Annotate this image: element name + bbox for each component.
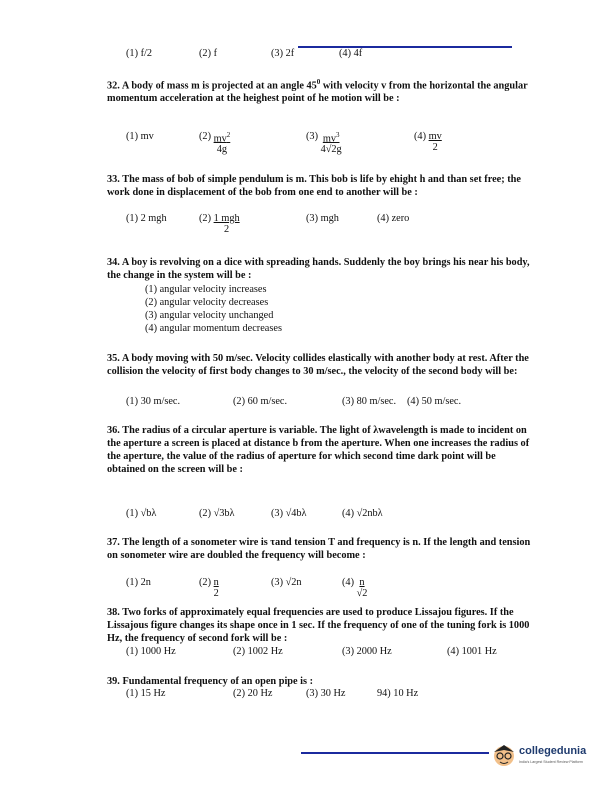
q36-option-3: (3) √4bλ (271, 508, 307, 519)
q32-option-2-fraction: $\frac{mv^2}{4g}$ (213, 131, 231, 156)
q33-option-2 (199, 213, 240, 235)
q32-option-4 (414, 131, 442, 153)
q36-option-1: (1) √bλ (126, 508, 157, 519)
q32-option-2-label: (2) (199, 131, 212, 142)
question-32-text: 32. A body of mass m is projected at an angle 45 (107, 80, 317, 92)
footer-rule (301, 752, 489, 754)
q36-option-2: (2) √3bλ (199, 508, 235, 519)
q39-option-4: 94) 10 Hz (377, 688, 419, 699)
question-38: 38. Two forks of approximately equal frequencies are used to produce Lissajou figures. If the Lissajous figure changes its shape once in 1 sec. If the frequency of one of the tuning fork is 1000 Hz, the frequency of second fork will be : (107, 607, 530, 644)
q39-option-1: (1) 15 Hz (126, 688, 166, 699)
q32-option-2 (199, 131, 230, 155)
q39-option-2: (2) 20 Hz (233, 688, 273, 699)
question-32-text-cont: with velocity v from the horizontal the angular momentum acceleration at the heighest point of he motion will be : (107, 80, 528, 105)
q38-option-2: (2) 1002 Hz (233, 646, 283, 657)
question-35: 35. A body moving with 50 m/sec. Velocity collides elastically with another body at rest. After the collision the velocity of first body changes to 30 m/sec., the velocity of the second body will be: (107, 353, 529, 377)
question-39: 39. Fundamental frequency of an open pipe is : (107, 676, 314, 687)
q32-option-4-fraction: $\frac{mv}{2}$ (428, 131, 442, 153)
q34-option-3: (3) angular velocity unchanged (145, 310, 274, 321)
question-34: 34. A boy is revolving on a dice with spreading hands. Suddenly the boy brings his near his body, the change in the system will be : (107, 257, 530, 281)
q33-option-1: (1) 2 mgh (126, 213, 167, 224)
top-option-4: (4) 4f (339, 48, 363, 59)
q35-option-2: (2) 60 m/sec. (233, 396, 288, 407)
q37-option-3: (3) √2n (271, 577, 302, 588)
q34-option-1: (1) angular velocity increases (145, 284, 267, 295)
question-37: 37. The length of a sonometer wire is τand tension T and frequency is n. If the length and tension on sonometer wire are doubled the frequency will become : (107, 537, 531, 561)
q36-option-4: (4) √2nbλ (342, 508, 383, 519)
q33-option-2-fraction: $\frac{\text{1 mgh}}{2}$ (213, 213, 240, 235)
q39-option-3: (3) 30 Hz (306, 688, 346, 699)
top-option-3: (3) 2f (271, 48, 295, 59)
q38-option-4: (4) 1001 Hz (447, 646, 497, 657)
q37-option-1: (1) 2n (126, 577, 151, 588)
q33-option-4: (4) zero (377, 213, 410, 224)
q33-option-2-label: (2) (199, 213, 212, 224)
q38-option-1: (1) 1000 Hz (126, 646, 176, 657)
question-32 (107, 76, 532, 105)
top-rule (298, 46, 512, 48)
q37-option-4-label: (4) (342, 577, 355, 588)
q32-option-3-fraction: $\frac{mv^3}{4√2g}$ (320, 131, 342, 156)
q34-option-4: (4) angular momentum decreases (145, 323, 282, 334)
top-option-2: (2) f (199, 48, 218, 59)
q37-option-4 (342, 577, 367, 599)
q38-option-3: (3) 2000 Hz (342, 646, 392, 657)
q35-option-3: (3) 80 m/sec. (342, 396, 397, 407)
q35-option-1: (1) 30 m/sec. (126, 396, 181, 407)
question-33: 33. The mass of bob of simple pendulum is m. This bob is life by ehight h and than set free; the work done in displacement of the bob from one end to another will be : (107, 174, 521, 198)
mascot-icon (490, 742, 518, 768)
q35-option-4: (4) 50 m/sec. (407, 396, 462, 407)
q37-option-2 (199, 577, 219, 599)
q33-option-3: (3) mgh (306, 213, 339, 224)
q32-option-3-label: (3) (306, 131, 319, 142)
question-36: 36. The radius of a circular aperture is variable. The light of λwavelength is made to incident on the aperture a screen is placed at distance b from the aperture. When one increases the radius of the aperture, the value of the radius of aperture for which second time dark point will be obtained on the screen will be : (107, 425, 530, 475)
degree-mark: 0 (316, 78, 321, 86)
q37-option-2-label: (2) (199, 577, 212, 588)
q37-option-4-fraction: $\frac{n}{√2}$ (356, 577, 368, 599)
brand-tagline: India's Largest Student Review Platform (519, 760, 583, 764)
q32-option-4-label: (4) (414, 131, 427, 142)
brand-logo: collegedunia (519, 745, 587, 757)
top-option-1: (1) f/2 (126, 48, 153, 59)
q32-option-1: (1) mv (126, 131, 154, 142)
q32-option-3 (306, 131, 342, 155)
q34-option-2: (2) angular velocity decreases (145, 297, 269, 308)
q34-options (145, 283, 282, 335)
q37-option-2-fraction: $\frac{n}{2}$ (213, 577, 219, 599)
